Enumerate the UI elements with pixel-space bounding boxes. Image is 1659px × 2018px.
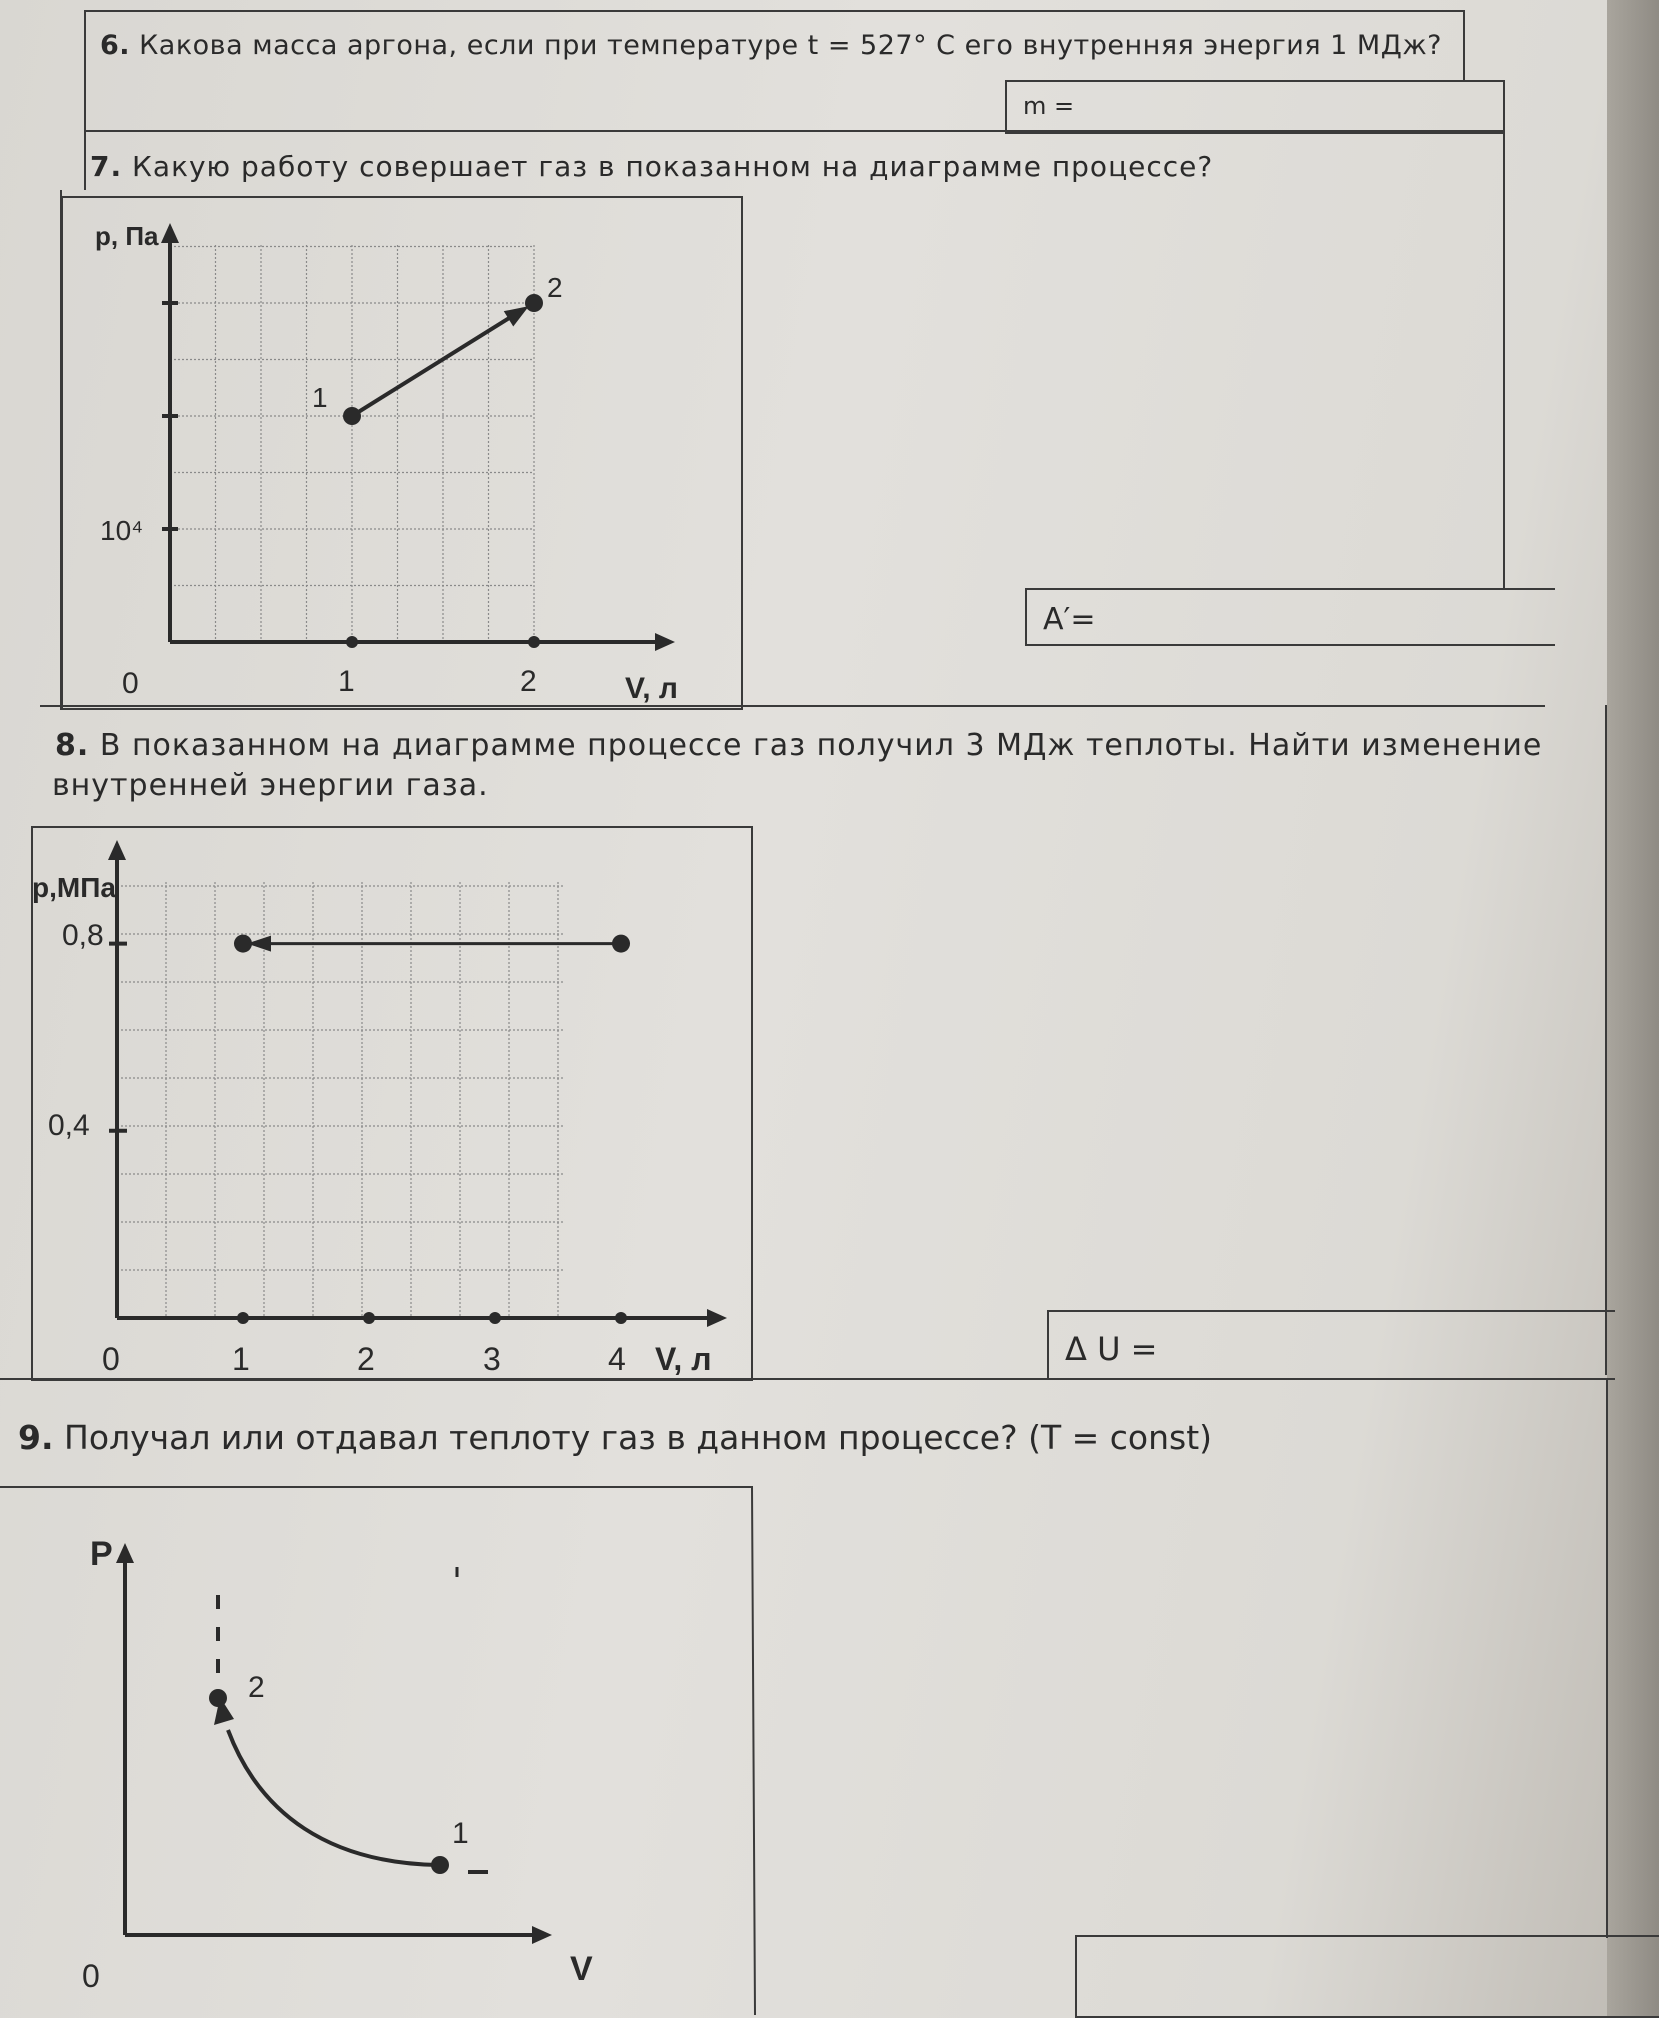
question-6-number: 6. bbox=[100, 30, 131, 61]
chart-q9-origin-label: 0 bbox=[82, 1958, 100, 1994]
point-1 bbox=[343, 407, 361, 425]
chart-q7-origin-label: 0 bbox=[122, 667, 139, 700]
y-axis-arrow bbox=[116, 1543, 134, 1563]
chart-q7-point-label: 2 bbox=[547, 272, 563, 303]
chart-q8-x-tick-label: 2 bbox=[357, 1341, 375, 1377]
frame-left-line bbox=[84, 10, 86, 190]
x-tick bbox=[528, 636, 540, 648]
point-2 bbox=[525, 294, 543, 312]
question-9-number: 9. bbox=[18, 1418, 54, 1457]
chart-q7-grid bbox=[170, 245, 534, 642]
chart-q8-y-tick-label: 0,8 bbox=[62, 919, 104, 952]
frame-right-q9 bbox=[1606, 1378, 1608, 1938]
question-8-text-line2: внутренней энергии газа. bbox=[52, 768, 489, 803]
question-7-text: Какую работу совершает газ в показанном на диаграмме процессе? bbox=[132, 150, 1214, 183]
chart-q8-y-tick-label: 0,4 bbox=[48, 1109, 90, 1142]
frame-right-q8 bbox=[1605, 705, 1607, 1375]
q8-answer-box[interactable] bbox=[1047, 1310, 1615, 1380]
chart-q8-x-axis-label: V, л bbox=[655, 1341, 712, 1377]
frame-right-q7 bbox=[1503, 80, 1505, 590]
x-tick bbox=[489, 1312, 501, 1324]
q7-answer-box[interactable] bbox=[1025, 588, 1555, 646]
page-edge-shadow bbox=[1607, 0, 1659, 2018]
chart-q9 bbox=[0, 1485, 760, 2018]
chart-q7 bbox=[60, 195, 745, 715]
chart-q7-x-axis-label: V, л bbox=[625, 672, 678, 705]
question-8-line2 bbox=[52, 768, 489, 803]
x-tick bbox=[237, 1312, 249, 1324]
chart-q8-origin-label: 0 bbox=[102, 1341, 120, 1377]
chart-q7-point-label: 1 bbox=[312, 382, 328, 413]
frame-right-q6 bbox=[1463, 10, 1465, 80]
y-axis-arrow bbox=[161, 223, 179, 243]
frame-top-line bbox=[85, 10, 1465, 12]
isotherm-curve bbox=[228, 1730, 438, 1865]
chart-q8-x-tick-label: 1 bbox=[232, 1341, 250, 1377]
chart-q8-grid bbox=[117, 882, 563, 1318]
start-point bbox=[612, 935, 630, 953]
chart-q7-axes bbox=[161, 223, 675, 651]
chart-q8-x-tick-label: 4 bbox=[608, 1341, 626, 1377]
q7-answer-label: A′= bbox=[1043, 602, 1096, 637]
x-tick bbox=[615, 1312, 627, 1324]
q6-answer-label: m = bbox=[1023, 92, 1075, 120]
question-8-number: 8. bbox=[55, 728, 90, 763]
chart-q9-y-axis-label: P bbox=[90, 1535, 113, 1573]
question-6 bbox=[100, 30, 1442, 61]
chart-q7-y-axis-label: p, Па bbox=[95, 221, 159, 251]
end-point bbox=[234, 935, 252, 953]
q9-answer-box[interactable] bbox=[1075, 1935, 1659, 2018]
point-2 bbox=[209, 1689, 227, 1707]
x-tick bbox=[346, 636, 358, 648]
chart-q9-point-label: 2 bbox=[248, 1671, 265, 1704]
chart-q8-axes bbox=[108, 840, 727, 1327]
process-line bbox=[352, 310, 522, 416]
question-9-text: Получал или отдавал теплоту газ в данном процессе? (T = const) bbox=[64, 1418, 1213, 1457]
q8-answer-label: Δ U = bbox=[1065, 1330, 1158, 1368]
chart-q8-x-tick-label: 3 bbox=[483, 1341, 501, 1377]
chart-q9-point-label: 1 bbox=[452, 1817, 469, 1850]
chart-q7-y-tick-label: 10⁴ bbox=[100, 515, 144, 546]
question-6-text: Какова масса аргона, если при температуре t = 527° С его внутренняя энергия 1 МДж? bbox=[139, 30, 1442, 61]
x-axis-arrow bbox=[655, 633, 675, 651]
question-7-number: 7. bbox=[90, 150, 123, 183]
chart-q8 bbox=[30, 825, 760, 1385]
question-8-text-line1: В показанном на диаграмме процессе газ получил 3 МДж теплоты. Найти изменение bbox=[99, 728, 1543, 763]
x-axis-arrow bbox=[707, 1309, 727, 1327]
q6-answer-box[interactable] bbox=[1005, 80, 1505, 134]
chart-q7-x-tick-label: 2 bbox=[520, 665, 537, 698]
chart-q7-x-tick-label: 1 bbox=[338, 665, 355, 698]
chart-q8-frame bbox=[32, 827, 752, 1380]
chart-q8-y-axis-label: p,МПа bbox=[32, 872, 116, 903]
chart-q9-axes bbox=[116, 1543, 552, 1944]
chart-q7-frame bbox=[62, 197, 742, 709]
chart-q9-x-axis-label: V bbox=[570, 1950, 593, 1988]
question-7 bbox=[90, 150, 1213, 183]
x-tick bbox=[363, 1312, 375, 1324]
question-8 bbox=[55, 728, 1542, 763]
question-9 bbox=[18, 1418, 1212, 1457]
y-axis-arrow bbox=[108, 840, 126, 860]
process-arrow bbox=[504, 306, 529, 326]
point-1 bbox=[431, 1856, 449, 1874]
x-axis-arrow bbox=[532, 1926, 552, 1944]
